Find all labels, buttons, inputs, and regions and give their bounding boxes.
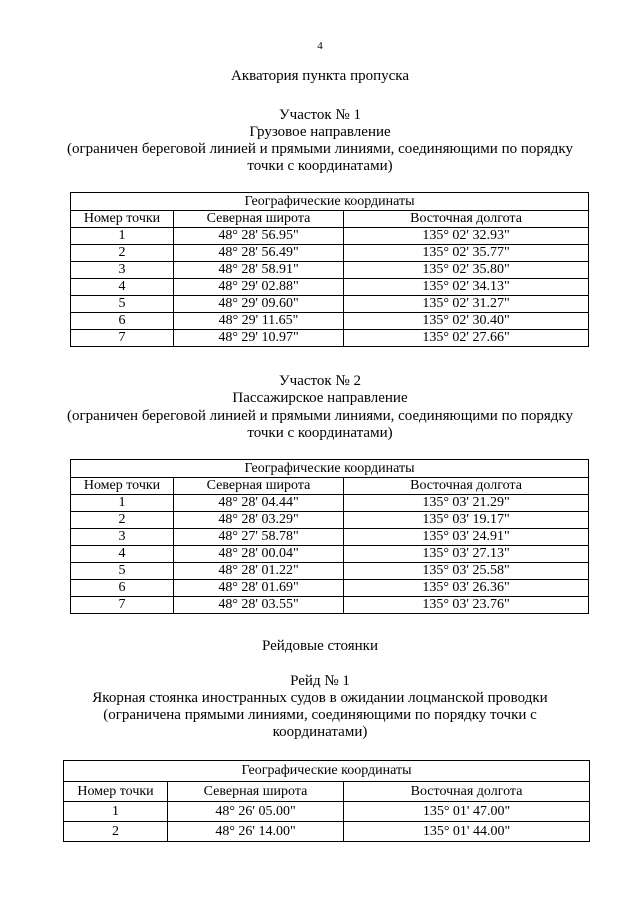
longitude-cell: 135° 03' 23.76"	[344, 597, 589, 614]
table-row	[71, 313, 589, 330]
table-row	[71, 228, 589, 245]
header-latitude: Северная широта	[168, 782, 344, 802]
point-number-cell: 2	[71, 512, 174, 529]
point-number-cell: 5	[71, 563, 174, 580]
header-longitude: Восточная долгота	[344, 782, 590, 802]
point-number-cell: 4	[71, 546, 174, 563]
section3-heading: Рейд № 1	[290, 673, 350, 689]
point-number-cell: 6	[71, 313, 174, 330]
latitude-cell: 48° 29' 09.60"	[174, 296, 344, 313]
longitude-cell: 135° 03' 24.91"	[344, 529, 589, 546]
table-group-header: Географические координаты	[71, 460, 589, 478]
latitude-cell: 48° 28' 03.55"	[174, 597, 344, 614]
section1-note-line2: точки с координатами)	[247, 158, 393, 174]
longitude-cell: 135° 03' 25.58"	[344, 563, 589, 580]
point-number-cell: 1	[71, 228, 174, 245]
table-group-header: Географические координаты	[71, 193, 589, 211]
longitude-cell: 135° 02' 34.13"	[344, 279, 589, 296]
section3-note	[40, 690, 600, 741]
table-row	[64, 802, 590, 822]
latitude-cell: 48° 28' 56.95"	[174, 228, 344, 245]
point-number-cell: 6	[71, 580, 174, 597]
table-row	[71, 279, 589, 296]
section2-note-line1: (ограничен береговой линией и прямыми линиями, соединяющими по порядку	[66, 408, 573, 424]
latitude-cell: 48° 29' 11.65"	[174, 313, 344, 330]
latitude-cell: 48° 28' 03.29"	[174, 512, 344, 529]
longitude-cell: 135° 03' 19.17"	[344, 512, 589, 529]
latitude-cell: 48° 28' 04.44"	[174, 495, 344, 512]
latitude-cell: 48° 28' 58.91"	[174, 262, 344, 279]
point-number-cell: 3	[71, 262, 174, 279]
latitude-cell: 48° 27' 58.78"	[174, 529, 344, 546]
longitude-cell: 135° 03' 26.36"	[344, 580, 589, 597]
header-longitude: Восточная долгота	[344, 211, 589, 228]
table-row	[71, 580, 589, 597]
section1-note-line1: (ограничен береговой линией и прямыми линиями, соединяющими по порядку	[66, 141, 573, 157]
latitude-cell: 48° 28' 01.22"	[174, 563, 344, 580]
table-row	[71, 245, 589, 262]
latitude-cell: 48° 29' 10.97"	[174, 330, 344, 347]
table-row	[71, 597, 589, 614]
point-number-cell: 1	[71, 495, 174, 512]
coordinates-table-3	[63, 760, 590, 842]
latitude-cell: 48° 28' 56.49"	[174, 245, 344, 262]
coordinates-table-1	[70, 192, 589, 347]
section2-note	[40, 408, 600, 442]
document-title: Акватория пункта пропуска	[230, 68, 410, 84]
latitude-cell: 48° 29' 02.88"	[174, 279, 344, 296]
point-number-cell: 5	[71, 296, 174, 313]
section2-heading: Участок № 2	[279, 373, 361, 389]
table-row	[71, 529, 589, 546]
section1-subheading: Грузовое направление	[249, 124, 391, 140]
longitude-cell: 135° 02' 32.93"	[344, 228, 589, 245]
table-row	[71, 546, 589, 563]
section1-note	[40, 141, 600, 175]
page-number: 4	[317, 40, 323, 52]
table-row	[71, 495, 589, 512]
point-number-cell: 2	[71, 245, 174, 262]
latitude-cell: 48° 26' 05.00"	[168, 802, 344, 822]
section2-subheading: Пассажирское направление	[232, 390, 408, 406]
point-number-cell: 4	[71, 279, 174, 296]
section1-heading: Участок № 1	[279, 107, 361, 123]
header-point-number: Номер точки	[71, 478, 174, 495]
point-number-cell: 2	[64, 822, 168, 842]
point-number-cell: 1	[64, 802, 168, 822]
header-point-number: Номер точки	[71, 211, 174, 228]
table-row	[71, 512, 589, 529]
latitude-cell: 48° 28' 01.69"	[174, 580, 344, 597]
section3-line1: Якорная стоянка иностранных судов в ожидании лоцманской проводки	[92, 690, 548, 706]
table-row	[71, 563, 589, 580]
longitude-cell: 135° 03' 27.13"	[344, 546, 589, 563]
header-longitude: Восточная долгота	[344, 478, 589, 495]
point-number-cell: 7	[71, 597, 174, 614]
section2-note-line2: точки с координатами)	[247, 425, 393, 441]
longitude-cell: 135° 01' 47.00"	[344, 802, 590, 822]
latitude-cell: 48° 28' 00.04"	[174, 546, 344, 563]
longitude-cell: 135° 01' 44.00"	[344, 822, 590, 842]
point-number-cell: 7	[71, 330, 174, 347]
longitude-cell: 135° 02' 27.66"	[344, 330, 589, 347]
header-point-number: Номер точки	[64, 782, 168, 802]
latitude-cell: 48° 26' 14.00"	[168, 822, 344, 842]
longitude-cell: 135° 03' 21.29"	[344, 495, 589, 512]
table-row	[71, 330, 589, 347]
coordinates-table-2	[70, 459, 589, 614]
table-row	[64, 822, 590, 842]
table-row	[71, 296, 589, 313]
section3-line2: (ограничена прямыми линиями, соединяющими по порядку точки с	[103, 707, 537, 723]
longitude-cell: 135° 02' 35.80"	[344, 262, 589, 279]
roadstead-title: Рейдовые стоянки	[261, 638, 378, 654]
section3-line3: координатами)	[272, 724, 368, 740]
longitude-cell: 135° 02' 30.40"	[344, 313, 589, 330]
table-group-header: Географические координаты	[64, 761, 590, 782]
header-latitude: Северная широта	[174, 211, 344, 228]
longitude-cell: 135° 02' 35.77"	[344, 245, 589, 262]
point-number-cell: 3	[71, 529, 174, 546]
table-row	[71, 262, 589, 279]
longitude-cell: 135° 02' 31.27"	[344, 296, 589, 313]
header-latitude: Северная широта	[174, 478, 344, 495]
